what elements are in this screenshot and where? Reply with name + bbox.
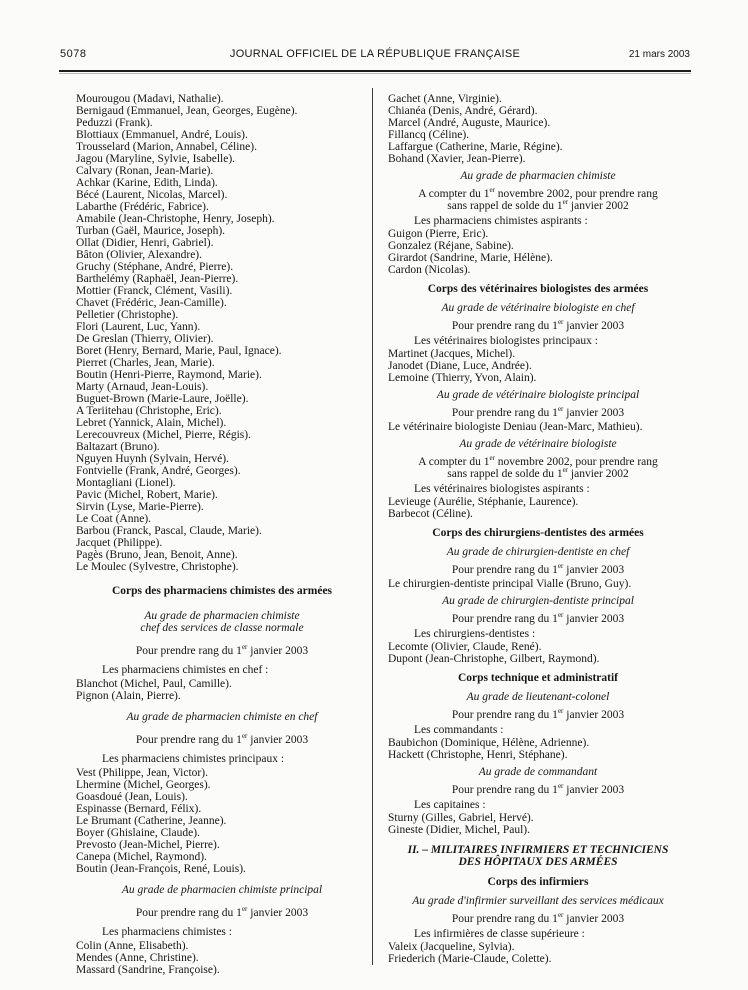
name-list (76, 678, 368, 702)
left-column (76, 93, 368, 976)
name-entry: Pagès (Bruno, Jean, Benoit, Anne). (76, 549, 238, 561)
rank-date-line: Pour prendre rang du 1er janvier 2003 (451, 611, 625, 625)
name-entry: Turban (Gaël, Maurice, Joseph). (76, 225, 226, 237)
grade-heading-line: Au grade de pharmacien chimiste (460, 170, 616, 182)
rank-date (76, 907, 368, 919)
name-entry: Marcel (André, Auguste, Maurice). (388, 117, 551, 129)
name-entry: Pignon (Alain, Pierre). (76, 690, 181, 702)
name-entry: Le vétérinaire biologiste Deniau (Jean-Marc, Mathieu). (388, 421, 643, 433)
name-entry: Mendes (Anne, Christine). (76, 952, 199, 964)
name-entry: Dupont (Jean-Christophe, Gilbert, Raymond). (388, 653, 600, 665)
grade-heading (388, 389, 688, 401)
name-entry: Trousselard (Marion, Annabel, Céline). (76, 141, 257, 153)
section-heading (388, 283, 688, 295)
name-entry: Lhermine (Michel, Georges). (76, 779, 211, 791)
grade-heading-line: chef des services de classe normale (140, 622, 304, 634)
name-entry: Barbou (Franck, Pascal, Claude, Marie). (76, 525, 262, 537)
rank-date-line: sans rappel de solde du 1er janvier 2002 (447, 198, 629, 212)
name-entry: Lecomte (Olivier, Claude, René). (388, 641, 542, 653)
name-list (388, 496, 688, 520)
name-entry: Bécé (Laurent, Nicolas, Marcel). (76, 189, 228, 201)
name-entry: Guigon (Pierre, Eric). (388, 228, 489, 240)
name-entry: Marty (Arnaud, Jean-Louis). (76, 381, 209, 393)
name-entry: Pelletier (Christophe). (76, 309, 179, 321)
name-entry: Boyer (Ghislaine, Claude). (76, 827, 200, 839)
name-list (76, 767, 368, 875)
rank-date-line: Pour prendre rang du 1er janvier 2003 (451, 707, 625, 721)
name-entry: Barthelémy (Raphaël, Jean-Pierre). (76, 273, 239, 285)
name-entry: Valeix (Jacqueline, Sylvia). (388, 941, 515, 953)
name-entry: Le Coat (Anne). (76, 513, 152, 525)
name-entry: Boret (Henry, Bernard, Marie, Paul, Ignace). (76, 345, 282, 357)
name-entry: Espinasse (Bernard, Félix). (76, 803, 202, 815)
name-entry: Sturny (Gilles, Gabriel, Hervé). (388, 812, 534, 824)
rank-date (388, 913, 688, 925)
grade-heading (388, 895, 688, 907)
grade-heading-line: Au grade de pharmacien chimiste principal (121, 884, 323, 896)
section-heading (388, 527, 688, 539)
intro (388, 483, 688, 495)
name-entry: Jacquet (Philippe). (76, 537, 163, 549)
intro-line: Les pharmaciens chimistes : (102, 926, 232, 938)
grade-heading (388, 766, 688, 778)
rank-date-line: A compter du 1er novembre 2002, pour prendre rang (418, 454, 658, 468)
page-header (60, 48, 690, 64)
name-entry: Canepa (Michel, Raymond). (76, 851, 207, 863)
header-rule (59, 70, 691, 72)
name-entry: Bâton (Olivier, Alexandre). (76, 249, 203, 261)
column-divider (372, 88, 373, 965)
name-entry: Janodet (Diane, Luce, Andrée). (388, 360, 532, 372)
grade-heading (388, 170, 688, 182)
intro-line: Les chirurgiens-dentistes : (414, 628, 536, 640)
rank-date-line: A compter du 1er novembre 2002, pour prendre rang (418, 186, 658, 200)
rank-date (388, 188, 688, 212)
intro-line: Les vétérinaires biologistes aspirants : (414, 483, 590, 495)
section-heading (388, 672, 688, 684)
rank-date-line: sans rappel de solde du 1er janvier 2002 (447, 466, 629, 480)
name-entry: A Teriitehau (Christophe, Eric). (76, 405, 222, 417)
section-heading (388, 876, 688, 888)
name-entry: Nguyen Huynh (Sylvain, Hervé). (76, 453, 229, 465)
intro (388, 724, 688, 736)
section-heading (76, 585, 368, 597)
rank-date (388, 456, 688, 480)
journal-title: JOURNAL OFFICIEL DE LA RÉPUBLIQUE FRANÇAISE (229, 48, 521, 60)
name-entry: Chavet (Frédéric, Jean-Camille). (76, 297, 227, 309)
name-entry: Le Brumant (Catherine, Jeanne). (76, 815, 227, 827)
intro-line: Les pharmaciens chimistes aspirants : (414, 215, 588, 227)
intro-line: Les pharmaciens chimistes en chef : (102, 664, 269, 676)
name-entry: Prevosto (Jean-Michel, Pierre). (76, 839, 220, 851)
section-heading-line: Corps des infirmiers (487, 876, 589, 888)
name-entry: Cardon (Nicolas). (388, 264, 471, 276)
name-list (76, 93, 368, 573)
grade-heading (388, 546, 688, 558)
name-entry: Gonzalez (Réjane, Sabine). (388, 240, 514, 252)
name-entry: Boutin (Jean-François, René, Louis). (76, 863, 246, 875)
rank-date (388, 407, 688, 419)
part-heading (388, 844, 688, 868)
grade-heading-line: Au grade d'infirmier surveillant des services médicaux (412, 895, 664, 907)
right-column (388, 93, 688, 976)
grade-heading-line: Au grade de pharmacien chimiste en chef (126, 711, 318, 723)
rank-date (388, 613, 688, 625)
page-number: 5078 (60, 48, 87, 60)
intro-line: Les capitaines : (414, 799, 486, 811)
rank-date (76, 734, 368, 746)
rank-date-line: Pour prendre rang du 1er janvier 2003 (451, 318, 625, 332)
grade-heading-line: Au grade de commandant (478, 766, 598, 778)
grade-heading (76, 610, 368, 634)
section-heading-line: Corps des pharmaciens chimistes des armées (111, 585, 333, 597)
grade-heading (388, 595, 688, 607)
name-entry: Jagou (Maryline, Sylvie, Isabelle). (76, 153, 236, 165)
name-entry: Peduzzi (Frank). (76, 117, 153, 129)
name-entry: De Greslan (Thierry, Olivier). (76, 333, 214, 345)
name-entry: Ollat (Didier, Henri, Gabriel). (76, 237, 214, 249)
intro (76, 664, 368, 676)
rank-date-line: Pour prendre rang du 1er janvier 2003 (451, 562, 625, 576)
name-entry: Massard (Sandrine, Françoise). (76, 964, 220, 976)
name-entry: Friederich (Marie-Claude, Colette). (388, 953, 552, 965)
intro (388, 335, 688, 347)
name-list (388, 348, 688, 384)
name-entry: Girardot (Sandrine, Marie, Hélène). (388, 252, 553, 264)
grade-heading (388, 302, 688, 314)
rank-date-line: Pour prendre rang du 1er janvier 2003 (135, 732, 309, 746)
name-entry: Blottiaux (Emmanuel, André, Louis). (76, 129, 248, 141)
intro-line: Les commandants : (414, 724, 504, 736)
name-entry: Pierret (Charles, Jean, Marie). (76, 357, 215, 369)
intro-line: Les infirmières de classe supérieure : (414, 928, 585, 940)
name-entry: Gineste (Didier, Michel, Paul). (388, 824, 530, 836)
name-list (388, 421, 688, 433)
grade-heading-line: Au grade de lieutenant-colonel (466, 691, 610, 703)
rank-date-line: Pour prendre rang du 1er janvier 2003 (451, 782, 625, 796)
name-entry: Achkar (Karine, Edith, Linda). (76, 177, 218, 189)
grade-heading (76, 711, 368, 723)
name-list (388, 941, 688, 965)
grade-heading-line: Au grade de pharmacien chimiste (144, 610, 300, 622)
name-entry: Lebret (Yannick, Alain, Michel). (76, 417, 227, 429)
name-entry: Goasdoué (Jean, Louis). (76, 791, 188, 803)
name-entry: Chianéa (Denis, André, Gérard). (388, 105, 538, 117)
part-heading-line: II. – MILITAIRES INFIRMIERS ET TECHNICIENS (407, 844, 669, 856)
name-list (388, 812, 688, 836)
name-entry: Le Moulec (Sylvestre, Christophe). (76, 561, 239, 573)
section-heading-line: Corps technique et administratif (457, 672, 619, 684)
rank-date-line: Pour prendre rang du 1er janvier 2003 (451, 911, 625, 925)
grade-heading (388, 438, 688, 450)
name-entry: Mottier (Franck, Clément, Vasili). (76, 285, 233, 297)
rank-date (388, 709, 688, 721)
name-list (388, 737, 688, 761)
name-entry: Laffargue (Catherine, Marie, Régine). (388, 141, 563, 153)
name-list (76, 940, 368, 976)
name-entry: Barbecot (Céline). (388, 508, 473, 520)
intro (76, 926, 368, 938)
rank-date-line: Pour prendre rang du 1er janvier 2003 (135, 643, 309, 657)
section-heading-line: Corps des vétérinaires biologistes des armées (427, 283, 649, 295)
name-entry: Blanchot (Michel, Paul, Camille). (76, 678, 232, 690)
name-entry: Fontvielle (Frank, André, Georges). (76, 465, 241, 477)
name-entry: Martinet (Jacques, Michel). (388, 348, 516, 360)
intro (388, 628, 688, 640)
name-entry: Boutin (Henri-Pierre, Raymond, Marie). (76, 369, 262, 381)
name-entry: Baubichon (Dominique, Hélène, Adrienne). (388, 737, 590, 749)
intro (388, 799, 688, 811)
name-entry: Gachet (Anne, Virginie). (388, 93, 502, 105)
name-entry: Flori (Laurent, Luc, Yann). (76, 321, 201, 333)
name-entry: Levieuge (Aurélie, Stéphanie, Laurence). (388, 496, 579, 508)
name-entry: Bernigaud (Emmanuel, Jean, Georges, Eugène). (76, 105, 298, 117)
name-entry: Gruchy (Stéphane, André, Pierre). (76, 261, 234, 273)
name-entry: Montagliani (Lionel). (76, 477, 176, 489)
grade-heading-line: Au grade de vétérinaire biologiste (459, 438, 617, 450)
name-entry: Calvary (Ronan, Jean-Marie). (76, 165, 214, 177)
grade-heading (76, 884, 368, 896)
rank-date (388, 784, 688, 796)
name-list (388, 228, 688, 276)
grade-heading-line: Au grade de vétérinaire biologiste principal (436, 389, 640, 401)
name-list (388, 578, 688, 590)
name-entry: Sirvin (Lyse, Marie-Pierre). (76, 501, 204, 513)
part-heading-line: DES HÔPITAUX DES ARMÉES (458, 856, 618, 868)
name-entry: Labarthe (Frédéric, Fabrice). (76, 201, 209, 213)
rank-date-line: Pour prendre rang du 1er janvier 2003 (451, 405, 625, 419)
name-entry: Amabile (Jean-Christophe, Henry, Joseph). (76, 213, 275, 225)
page-content (76, 93, 688, 976)
name-entry: Pavic (Michel, Robert, Marie). (76, 489, 218, 501)
name-entry: Lerecouvreux (Michel, Pierre, Régis). (76, 429, 251, 441)
name-list (388, 93, 688, 165)
grade-heading-line: Au grade de chirurgien-dentiste en chef (446, 546, 630, 558)
rank-date-line: Pour prendre rang du 1er janvier 2003 (135, 905, 309, 919)
name-entry: Mourougou (Madavi, Nathalie). (76, 93, 224, 105)
issue-date: 21 mars 2003 (628, 49, 690, 60)
name-entry: Lemoine (Thierry, Yvon, Alain). (388, 372, 537, 384)
name-entry: Bohand (Xavier, Jean-Pierre). (388, 153, 526, 165)
name-entry: Hackett (Christophe, Henri, Stéphane). (388, 749, 568, 761)
grade-heading-line: Au grade de chirurgien-dentiste principal (442, 595, 634, 607)
name-entry: Vest (Philippe, Jean, Victor). (76, 767, 208, 779)
name-entry: Fillancq (Céline). (388, 129, 470, 141)
grade-heading (388, 691, 688, 703)
name-entry: Baltazart (Bruno). (76, 441, 160, 453)
rank-date (388, 320, 688, 332)
rank-date (76, 645, 368, 657)
intro (76, 753, 368, 765)
section-heading-line: Corps des chirurgiens-dentistes des armées (432, 527, 644, 539)
intro-line: Les vétérinaires biologistes principaux : (414, 335, 598, 347)
rank-date (388, 564, 688, 576)
name-entry: Le chirurgien-dentiste principal Vialle (Bruno, Guy). (388, 578, 632, 590)
intro-line: Les pharmaciens chimistes principaux : (102, 753, 285, 765)
intro (388, 215, 688, 227)
name-entry: Colin (Anne, Elisabeth). (76, 940, 189, 952)
intro (388, 928, 688, 940)
grade-heading-line: Au grade de vétérinaire biologiste en chef (441, 302, 635, 314)
name-entry: Buguet-Brown (Marie-Laure, Joëlle). (76, 393, 249, 405)
name-list (388, 641, 688, 665)
